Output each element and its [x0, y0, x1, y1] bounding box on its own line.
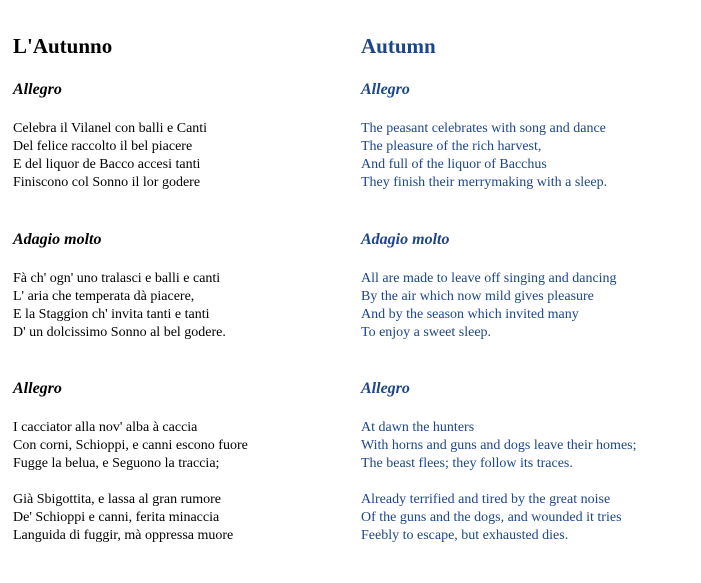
verse-line: By the air which now mild gives pleasure [361, 289, 594, 304]
verse-line: Languida di fuggir, mà oppressa muore [13, 528, 234, 543]
italian-stanza-1 [13, 120, 207, 192]
english-movement-3-tempo: Allegro [361, 380, 410, 397]
verse-line: Of the guns and the dogs, and wounded it tries [361, 510, 622, 525]
verse-line: Feebly to escape, but exhausted dies. [361, 528, 569, 543]
verse-line: Fugge la belua, e Seguono la traccia; [13, 456, 220, 471]
verse-line: The beast flees; they follow its traces. [361, 456, 573, 471]
english-stanza-4 [361, 491, 622, 545]
verse-line: With horns and guns and dogs leave their homes; [361, 438, 637, 453]
verse-line: To enjoy a sweet sleep. [361, 325, 492, 340]
english-movement-2-tempo: Adagio molto [361, 231, 450, 248]
italian-movement-2-tempo: Adagio molto [13, 231, 102, 248]
verse-line: The pleasure of the rich harvest, [361, 139, 542, 154]
verse-line: Fà ch' ogn' uno tralasci e balli e canti [13, 271, 221, 286]
verse-line: Finiscono col Sonno il lor godere [13, 175, 201, 190]
english-stanza-1 [361, 120, 607, 192]
verse-line: De' Schioppi e canni, ferita minaccia [13, 510, 220, 525]
verse-line: They finish their merrymaking with a sleep. [361, 175, 608, 190]
verse-line: E del liquor de Bacco accesi tanti [13, 157, 201, 172]
verse-line: The peasant celebrates with song and dance [361, 121, 606, 136]
italian-movement-1-tempo: Allegro [13, 81, 62, 98]
verse-line: L' aria che temperata dà piacere, [13, 289, 195, 304]
verse-line: E la Staggion ch' invita tanti e tanti [13, 307, 210, 322]
verse-line: D' un dolcissimo Sonno al bel godere. [13, 325, 226, 340]
verse-line: At dawn the hunters [361, 420, 475, 435]
verse-line: And full of the liquor of Bacchus [361, 157, 547, 172]
verse-line: I cacciator alla nov' alba à caccia [13, 420, 198, 435]
verse-line: Celebra il Vilanel con balli e Canti [13, 121, 208, 136]
verse-line: Già Sbigottita, e lassa al gran rumore [13, 492, 221, 507]
verse-line: And by the season which invited many [361, 307, 579, 322]
italian-movement-3-tempo: Allegro [13, 380, 62, 397]
verse-line: All are made to leave off singing and dancing [361, 271, 617, 286]
english-title: Autumn [361, 34, 436, 58]
verse-line: Del felice raccolto il bel piacere [13, 139, 193, 154]
verse-line: Already terrified and tired by the great noise [361, 492, 611, 507]
italian-stanza-4 [13, 491, 233, 545]
verse-line: Con corni, Schioppi, e canni escono fuore [13, 438, 248, 453]
english-stanza-2 [361, 270, 617, 342]
italian-stanza-2 [13, 270, 226, 342]
italian-title: L'Autunno [13, 34, 113, 58]
english-movement-1-tempo: Allegro [361, 81, 410, 98]
english-stanza-3 [361, 419, 637, 473]
italian-stanza-3 [13, 419, 248, 473]
